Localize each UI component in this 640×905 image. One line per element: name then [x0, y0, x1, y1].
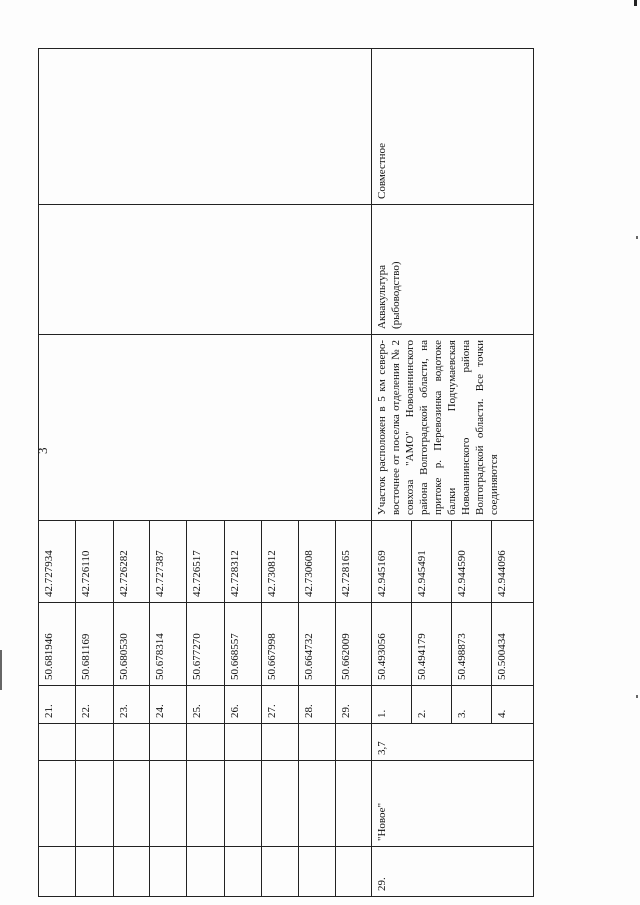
latitude: 50.494179 — [412, 603, 452, 686]
table-row — [39, 49, 76, 897]
longitude: 42.726110 — [76, 521, 114, 603]
longitude: 42.945169 — [372, 521, 412, 603]
latitude: 50.681946 — [39, 603, 76, 686]
longitude: 42.730608 — [299, 521, 336, 603]
scan-corner-mark — [634, 0, 637, 6]
longitude: 42.726517 — [187, 521, 225, 603]
point-number: 26. — [225, 686, 262, 724]
latitude: 50.677270 — [187, 603, 225, 686]
latitude: 50.664732 — [299, 603, 336, 686]
point-number: 4. — [492, 686, 534, 724]
latitude: 50.681169 — [76, 603, 114, 686]
latitude: 50.498873 — [452, 603, 492, 686]
scan-edge-mark — [0, 650, 2, 690]
longitude: 42.944096 — [492, 521, 534, 603]
latitude: 50.500434 — [492, 603, 534, 686]
entry-name: "Новое" — [372, 761, 534, 847]
entry-description: Участок расположен в 5 км северо-восточнее от поселка отделения № 2 совхоза "АМО" Новоаннинского района Волгоградской области, на притоке р. Перевозинка водотоке балки Подчумаевская Новоаннинского района Волгоградской области. Все точки соединяются — [372, 335, 534, 521]
longitude: 42.726282 — [114, 521, 150, 603]
latitude: 50.680530 — [114, 603, 150, 686]
point-number: 28. — [299, 686, 336, 724]
entry-usage: Совместное — [372, 49, 534, 205]
scan-dot — [636, 236, 638, 239]
point-number: 23. — [114, 686, 150, 724]
entry-purpose: Аквакультура (рыбоводство) — [372, 205, 534, 335]
point-number: 27. — [262, 686, 299, 724]
longitude: 42.944590 — [452, 521, 492, 603]
page-number: 3 — [35, 447, 50, 454]
longitude: 42.728312 — [225, 521, 262, 603]
longitude: 42.728165 — [336, 521, 372, 603]
point-number: 25. — [187, 686, 225, 724]
point-number: 2. — [412, 686, 452, 724]
point-number: 22. — [76, 686, 114, 724]
latitude: 50.678314 — [150, 603, 187, 686]
point-number: 24. — [150, 686, 187, 724]
entry-area: 3,7 — [372, 724, 534, 761]
latitude: 50.667998 — [262, 603, 299, 686]
longitude: 42.730812 — [262, 521, 299, 603]
longitude: 42.727934 — [39, 521, 76, 603]
latitude: 50.493056 — [372, 603, 412, 686]
point-number: 1. — [372, 686, 412, 724]
point-number: 29. — [336, 686, 372, 724]
scan-dot — [636, 695, 638, 698]
latitude: 50.662009 — [336, 603, 372, 686]
fish-sites-table — [38, 48, 534, 897]
longitude: 42.727387 — [150, 521, 187, 603]
point-number: 21. — [39, 686, 76, 724]
entry-number: 29. — [372, 847, 534, 897]
latitude: 50.668557 — [225, 603, 262, 686]
longitude: 42.945491 — [412, 521, 452, 603]
table-row — [372, 49, 412, 897]
point-number: 3. — [452, 686, 492, 724]
